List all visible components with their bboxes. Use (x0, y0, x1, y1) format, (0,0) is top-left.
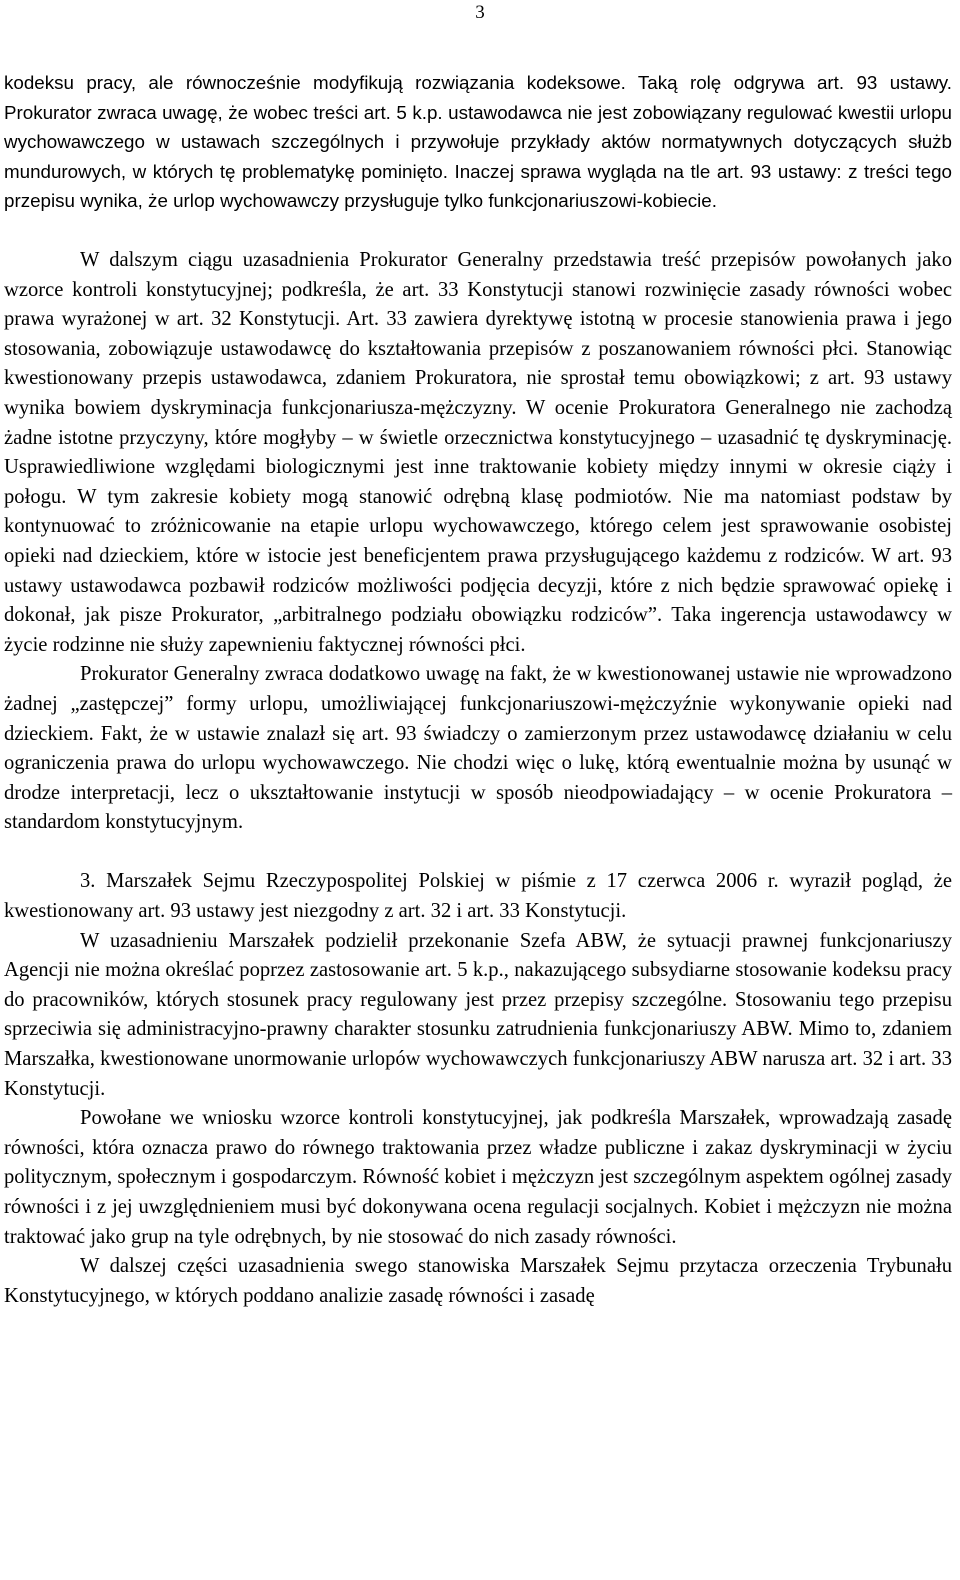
document-body (4, 246, 952, 1311)
paragraph-7: W dalszej części uzasadnienia swego stanowiska Marszałek Sejmu przytacza orzeczenia Trybunału Konstytucyjnego, w których poddano analizie zasadę równości i zasadę (4, 1255, 952, 1307)
paragraph-6: Powołane we wniosku wzorce kontroli konstytucyjnej, jak podkreśla Marszałek, wprowadzają zasadę równości, która oznacza prawo do równego traktowania przez władze publiczne i zakaz dyskryminacji w życiu politycznym, społecznym i gospodarczym. Równość kobiet i mężczyzn jest szczególnym aspektem ogólnej zasady równości i z jej uwzględnieniem musi być dokonywana ocena regulacji socjalnych. Kobiet i mężczyzn nie można traktować jako grup na tyle odrębnych, by nie stosować do nich zasady równości. (4, 1107, 952, 1248)
paragraph-5: W uzasadnieniu Marszałek podzielił przekonanie Szefa ABW, że sytuacji prawnej funkcjonariuszy Agencji nie można określać poprzez zastosowanie art. 5 k.p., nakazującego subsydiarne stosowanie kodeksu pracy do pracowników, których stosunek pracy regulowany jest przez przepisy szczególne. Stosowaniu tego przepisu sprzeciwia się administracyjno-prawny charakter stosunku zatrudnienia funkcjonariuszy ABW. Mimo to, zdaniem Marszałka, kwestionowane unormowanie urlopów wychowawczych funkcjonariuszy ABW narusza art. 32 i art. 33 Konstytucji. (4, 929, 952, 1100)
page-number: 3 (475, 2, 485, 23)
paragraph-4: 3. Marszałek Sejmu Rzeczypospolitej Polskiej w piśmie z 17 czerwca 2006 r. wyraził pogląd, że kwestionowany art. 93 ustawy jest niezgodny z art. 32 i art. 33 Konstytucji. (4, 870, 952, 923)
paragraph-1: kodeksu pracy, ale równocześnie modyfikują rozwiązania kodeksowe. Taką rolę odgrywa art. 93 ustawy. Prokurator zwraca uwagę, że wobec treści art. 5 k.p. ustawodawca nie jest zobowiązany regulować kwestii urlopu wychowawczego w ustawach szczególnych i przywołuje przykłady aktów normatywnych dotyczących służb mundurowych, w których tę problematykę pominięto. Inaczej sprawa wygląda na tle art. 93 ustawy: z treści tego przepisu wynika, że urlop wychowawczy przysługuje tylko funkcjonariuszowi-kobiecie. (4, 72, 952, 212)
paragraph-3: Prokurator Generalny zwraca dodatkowo uwagę na fakt, że w kwestionowanej ustawie nie wprowadzono żadnej „zastępczej” formy urlopu, umożliwiającej funkcjonariuszowi-mężczyźnie wykonywanie opieki nad dzieckiem. Fakt, że w ustawie znalazł się art. 93 świadczy o zamierzonym przez ustawodawcę działaniu w celu ograniczenia prawa do urlopu wychowawczego. Nie chodzi więc o lukę, którą ewentualnie można by usunąć w drodze interpretacji, lecz o ukształtowanie instytucji w sposób nieodpowiadający – w ocenie Prokuratora – standardom konstytucyjnym. (4, 663, 952, 834)
paragraph-gap (4, 838, 952, 868)
document-body-top (4, 68, 952, 216)
paragraph-2: W dalszym ciągu uzasadnienia Prokurator Generalny przedstawia treść przepisów powołanych jako wzorce kontroli konstytucyjnej; podkreśla, że art. 33 Konstytucji stanowi rozwinięcie zasady równości wobec prawa wyrażonej w art. 32 Konstytucji. Art. 33 zawiera dyrektywę istotną w procesie stanowienia prawa i jego stosowania, zobowiązuje ustawodawcę do kształtowania przepisów z poszanowaniem równości płci. Stanowiąc kwestionowany przepis ustawodawca, zdaniem Prokuratora, nie sprostał temu obowiązkowi; z art. 93 ustawy wynika bowiem dyskryminacja funkcjonariusza-mężczyzny. W ocenie Prokuratora Generalnego nie zachodzą żadne istotne przyczyny, które mogłyby – w świetle orzecznictwa konstytucyjnego – uzasadnić tę dyskryminację. Usprawiedliwione względami biologicznymi jest inne traktowanie kobiety między innymi w okresie ciąży i połogu. W tym zakresie kobiety mogą stanowić odrębną klasę podmiotów. Nie ma natomiast podstaw by kontynuować to zróżnicowanie na etapie urlopu wychowawczego, którego celem jest sprawowanie osobistej opieki nad dzieckiem, które w istocie jest beneficjentem prawa przysługującego każdemu z rodziców. W art. 93 ustawy ustawodawca pozbawił rodziców możliwości podjęcia decyzji, które z nich będzie sprawować opiekę i dokonał, jak pisze Prokurator, „arbitralnego podziału obowiązku rodziców”. Taka ingerencja ustawodawcy w życie rodzinne nie służy zapewnieniu faktycznej równości płci. (4, 249, 952, 656)
